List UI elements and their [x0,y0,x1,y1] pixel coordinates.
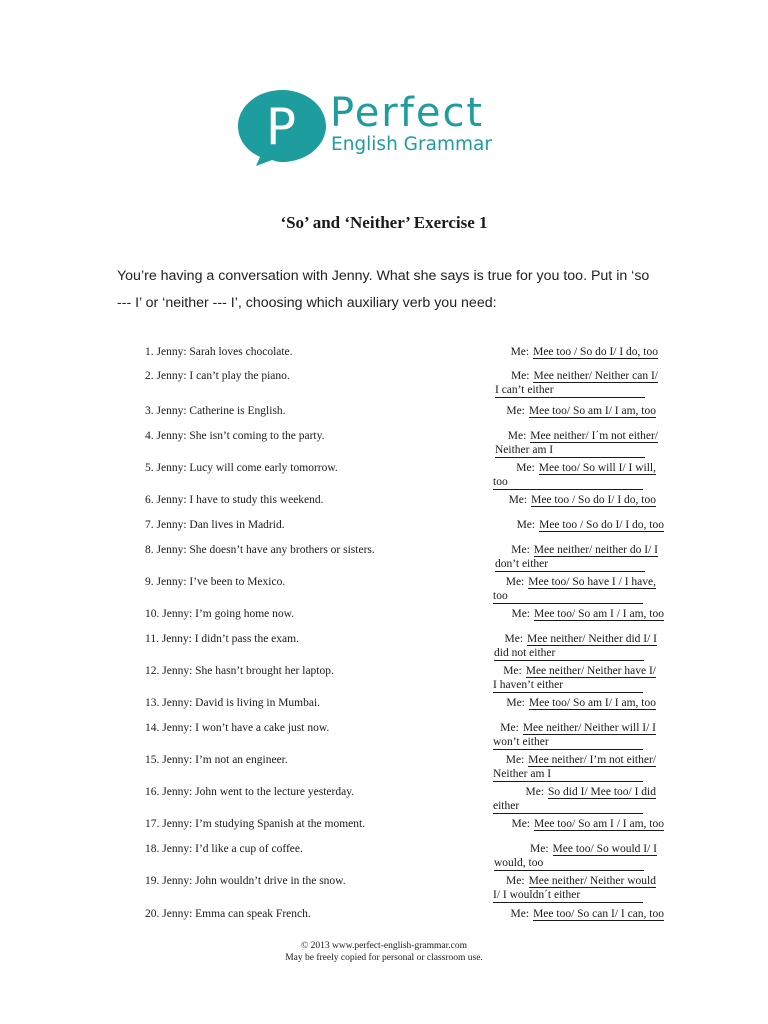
answer-7 [489,518,664,532]
answer-line-1 [483,345,658,359]
answer-line-2 [482,856,657,871]
answer-1 [483,345,658,359]
me-label: Me: [510,908,530,920]
answer-text-continued: either [493,799,643,814]
question-18: 18. Jenny: I’d like a cup of coffee. [145,843,303,855]
answer-text-continued: don’t either [495,557,645,572]
question-1: 1. Jenny: Sarah loves chocolate. [145,346,293,358]
answer-line-2 [481,767,656,782]
answer-13 [481,696,656,710]
answer-text-continued: I can’t either [495,383,645,398]
answer-line-2 [482,646,657,661]
answer-text-continued: won’t either [493,735,643,750]
me-label: Me: [511,544,530,556]
question-19: 19. Jenny: John wouldn’t drive in the snow. [145,875,346,887]
answer-text: Mee too/ So can I/ I can, too [533,908,664,920]
answer-text-continued: I/ I wouldn´t either [493,888,643,903]
me-label: Me: [503,665,522,677]
answer-18 [482,842,657,871]
answer-8 [483,543,658,572]
answer-10 [489,607,664,621]
answer-text: Mee too/ So have I / I have, [528,576,656,588]
answer-text: Mee too / So do I/ I do, too [531,494,656,506]
question-9: 9. Jenny: I’ve been to Mexico. [145,576,286,588]
answer-line-1 [489,518,664,532]
me-label: Me: [505,576,525,588]
speech-bubble-logo-icon [236,88,328,166]
answer-line-1 [483,369,658,383]
answer-text: Mee too / So do I/ I do, too [539,519,664,531]
question-17: 17. Jenny: I’m studying Spanish at the moment. [145,818,366,830]
instructions [117,263,662,317]
footer-license: May be freely copied for personal or classroom use. [285,953,483,963]
answer-line-1 [481,575,656,589]
answer-3 [481,404,656,418]
logo [236,88,526,166]
answer-line-1 [489,607,664,621]
answer-6 [481,493,656,507]
me-label: Me: [505,754,525,766]
footer-copyright: © 2013 www.perfect-english-grammar.com [301,941,467,951]
answer-line-2 [481,678,656,693]
question-8: 8. Jenny: She doesn’t have any brothers or sisters. [145,544,375,556]
answer-line-2 [481,799,656,814]
answer-line-1 [481,753,656,767]
answer-line-1 [481,404,656,418]
answer-text: Mee too/ So will I/ I will, [538,462,656,474]
answer-text: Mee neither/ Neither can I/ [533,370,658,382]
footer [0,940,768,964]
answer-text: Mee neither/ Neither would [528,875,656,887]
answer-line-1 [481,696,656,710]
instructions-line-2: --- I’ or ‘neither --- I’, choosing which auxiliary verb you need: [117,295,497,311]
answer-line-2 [483,443,658,458]
answer-text: Mee neither/ I’m not either/ [528,754,656,766]
answer-text-continued: Neither am I [493,767,643,782]
question-14: 14. Jenny: I won’t have a cake just now. [145,722,330,734]
me-label: Me: [525,786,545,798]
question-4: 4. Jenny: She isn’t coming to the party. [145,430,325,442]
question-16: 16. Jenny: John went to the lecture yesterday. [145,786,355,798]
me-label: Me: [510,346,530,358]
answer-line-1 [489,817,664,831]
me-label: Me: [507,430,527,442]
answer-line-2 [481,589,656,604]
answer-line-1 [483,543,658,557]
answer-text-continued: Neither am I [495,443,645,458]
me-label: Me: [530,843,549,855]
answer-12 [481,664,656,693]
answer-text-continued: did not either [494,646,644,661]
me-label: Me: [510,370,530,382]
answer-text-continued: too [493,589,643,604]
question-6: 6. Jenny: I have to study this weekend. [145,494,324,506]
answer-line-1 [483,429,658,443]
answer-9 [481,575,656,604]
answer-line-1 [482,632,657,646]
answer-text: Mee neither/ neither do I/ I [533,544,658,556]
answer-line-1 [482,842,657,856]
question-20: 20. Jenny: Emma can speak French. [145,908,311,920]
answer-text: Mee too/ So am I/ I am, too [528,697,656,709]
answer-19 [481,874,656,903]
question-7: 7. Jenny: Dan lives in Madrid. [145,519,285,531]
answer-line-2 [481,475,656,490]
answer-15 [481,753,656,782]
answer-4 [483,429,658,458]
answer-text: Mee neither/ Neither have I/ [525,665,656,677]
answer-text: Mee too/ So am I/ I am, too [528,405,656,417]
answer-line-1 [481,664,656,678]
logo-word-english-grammar: English Grammar [331,134,492,155]
answer-text: Mee too/ So am I / I am, too [534,608,664,620]
answer-text: Mee too / So do I/ I do, too [533,346,658,358]
answer-line-1 [481,721,656,735]
logo-word-perfect: Perfect [330,90,485,136]
me-label: Me: [504,633,524,645]
answer-line-1 [481,461,656,475]
answer-text: Mee neither/ Neither did I/ I [527,633,657,645]
answer-text-continued: I haven’t either [493,678,643,693]
question-12: 12. Jenny: She hasn’t brought her laptop. [145,665,334,677]
question-5: 5. Jenny: Lucy will come early tomorrow. [145,462,338,474]
answer-5 [481,461,656,490]
me-label: Me: [506,405,525,417]
answer-line-2 [481,888,656,903]
question-11: 11. Jenny: I didn’t pass the exam. [145,633,299,645]
question-13: 13. Jenny: David is living in Mumbai. [145,697,321,709]
answer-text: Mee neither/ Neither will I/ I [522,722,656,734]
me-label: Me: [511,608,530,620]
question-15: 15. Jenny: I’m not an engineer. [145,754,288,766]
answer-line-1 [489,907,664,921]
answer-line-1 [481,785,656,799]
answer-line-2 [483,383,658,398]
answer-text: Mee too/ So would I/ I [552,843,657,855]
me-label: Me: [506,697,525,709]
me-label: Me: [500,722,519,734]
answer-20 [489,907,664,921]
me-label: Me: [511,818,530,830]
answer-text-continued: would, too [494,856,644,871]
answer-text: Mee too/ So am I / I am, too [534,818,664,830]
question-10: 10. Jenny: I’m going home now. [145,608,295,620]
me-label: Me: [516,462,535,474]
answer-line-1 [481,493,656,507]
answer-17 [489,817,664,831]
answer-11 [482,632,657,661]
answer-2 [483,369,658,398]
instructions-line-1: You’re having a conversation with Jenny. What she says is true for you too. Put in ‘so [117,268,650,284]
answer-line-2 [481,735,656,750]
answer-14 [481,721,656,750]
logo-letter: P [265,98,297,156]
answer-text: So did I/ Mee too/ I did [548,786,656,798]
answer-text-continued: too [493,475,643,490]
answer-line-2 [483,557,658,572]
question-2: 2. Jenny: I can’t play the piano. [145,370,290,382]
me-label: Me: [516,519,536,531]
answer-line-1 [481,874,656,888]
me-label: Me: [506,875,525,887]
question-3: 3. Jenny: Catherine is English. [145,405,286,417]
answer-16 [481,785,656,814]
page-title: ‘So’ and ‘Neither’ Exercise 1 [280,213,488,232]
answer-text: Mee neither/ I´m not either/ [530,430,658,442]
me-label: Me: [508,494,528,506]
